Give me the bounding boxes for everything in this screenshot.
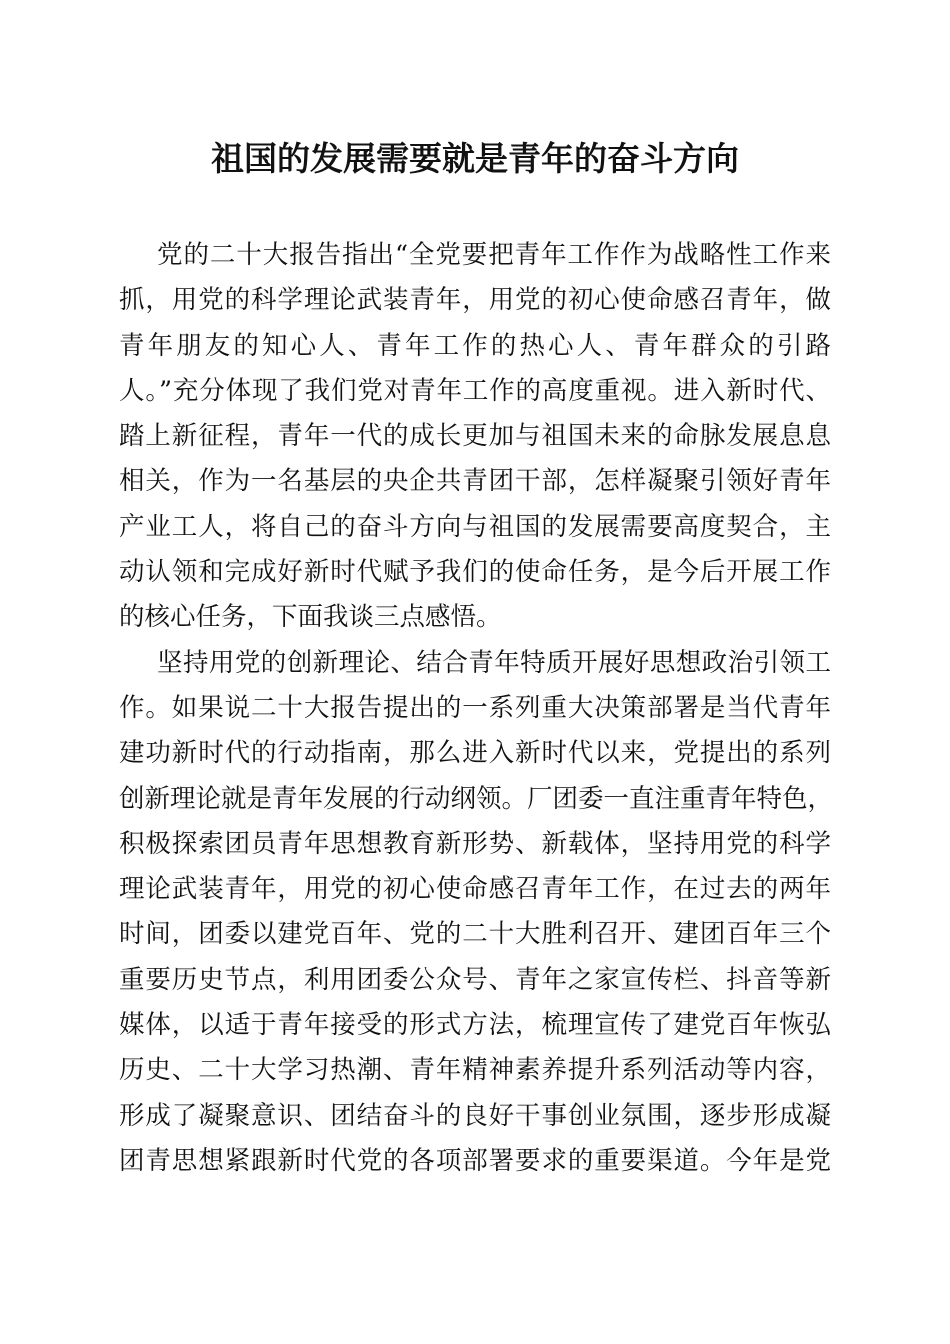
text-line: 相关，作为一名基层的央企共青团干部，怎样凝聚引领好青年	[119, 466, 831, 497]
text-line: 产业工人，将自己的奋斗方向与祖国的发展需要高度契合，主	[119, 511, 831, 542]
text-line: 人。”充分体现了我们党对青年工作的高度重视。进入新时代、	[119, 375, 831, 406]
text-line: 重要历史节点，利用团委公众号、青年之家宣传栏、抖音等新	[119, 964, 831, 995]
text-line: 作。如果说二十大报告提出的一系列重大决策部署是当代青年	[119, 692, 831, 723]
text-line: 形成了凝聚意识、团结奋斗的良好干事创业氛围，逐步形成凝	[119, 1100, 831, 1131]
text-line: 坚持用党的创新理论、结合青年特质开展好思想政治引领工	[157, 647, 831, 678]
paragraph-2	[119, 641, 834, 1185]
document-body	[119, 233, 834, 1184]
text-line: 创新理论就是青年发展的行动纲领。厂团委一直注重青年特色，	[119, 783, 834, 814]
paragraph-1	[119, 233, 831, 641]
text-line: 青年朋友的知心人、青年工作的热心人、青年群众的引路	[119, 330, 831, 361]
text-line: 抓，用党的科学理论武装青年，用党的初心使命感召青年，做	[119, 285, 831, 316]
document-title: 祖国的发展需要就是青年的奋斗方向	[211, 139, 739, 178]
text-line: 踏上新征程，青年一代的成长更加与祖国未来的命脉发展息息	[119, 421, 831, 452]
text-line: 党的二十大报告指出“全党要把青年工作作为战略性工作来	[157, 240, 831, 270]
text-line: 动认领和完成好新时代赋予我们的使命任务，是今后开展工作	[119, 557, 831, 588]
text-line: 时间，团委以建党百年、党的二十大胜利召开、建团百年三个	[119, 919, 831, 950]
text-line: 积极探索团员青年思想教育新形势、新载体，坚持用党的科学	[119, 828, 831, 859]
text-line: 的核心任务，下面我谈三点感悟。	[119, 602, 502, 633]
text-line: 建功新时代的行动指南，那么进入新时代以来，党提出的系列	[119, 738, 831, 769]
text-line: 理论武装青年，用党的初心使命感召青年工作，在过去的两年	[119, 874, 831, 905]
text-line: 团青思想紧跟新时代党的各项部署要求的重要渠道。今年是党	[119, 1145, 831, 1176]
text-line: 媒体，以适于青年接受的形式方法，梳理宣传了建党百年恢弘	[119, 1010, 831, 1041]
text-line: 历史、二十大学习热潮、青年精神素养提升系列活动等内容，	[119, 1055, 831, 1086]
